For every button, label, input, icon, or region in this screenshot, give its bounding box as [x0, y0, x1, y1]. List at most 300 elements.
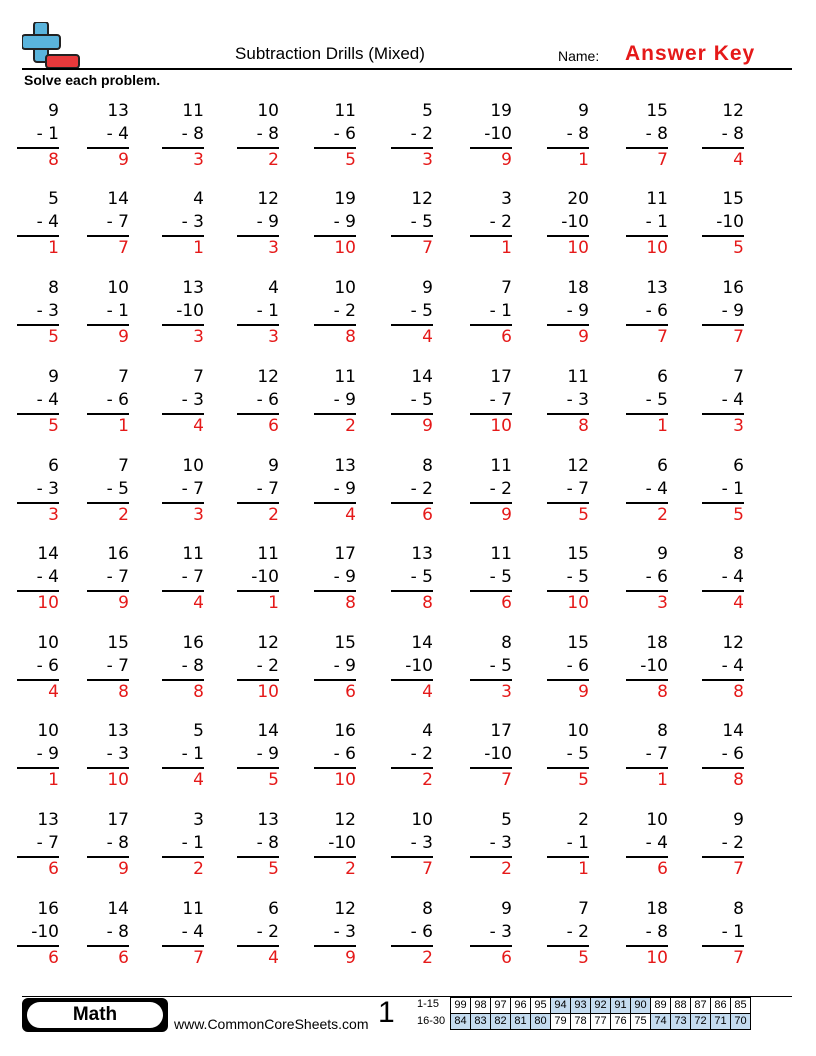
answer: 2	[118, 505, 129, 525]
minuend: 11	[182, 101, 204, 121]
minuend: 8	[733, 899, 744, 919]
subtrahend: - 5	[566, 567, 589, 587]
subtrahend: -10	[31, 922, 59, 942]
minuend: 9	[657, 544, 668, 564]
minuend: 11	[334, 367, 356, 387]
minuend: 10	[257, 101, 279, 121]
score-cell: 80	[531, 1014, 551, 1030]
problem	[237, 809, 279, 880]
problem	[17, 632, 59, 703]
answer: 2	[501, 859, 512, 879]
problem	[17, 366, 59, 437]
minuend: 9	[422, 278, 433, 298]
subtrahend: - 6	[645, 567, 668, 587]
minuend: 12	[722, 101, 744, 121]
minuend: 20	[567, 189, 589, 209]
minuend: 5	[193, 721, 204, 741]
answer: 3	[48, 505, 59, 525]
answer-key-label: Answer Key	[625, 42, 756, 65]
subtrahend: - 2	[721, 833, 744, 853]
minuend: 14	[37, 544, 59, 564]
problem	[547, 632, 589, 703]
problem	[547, 366, 589, 437]
problem	[162, 455, 204, 526]
minuend: 8	[657, 721, 668, 741]
answer: 10	[334, 238, 356, 258]
problem	[470, 366, 512, 437]
problem	[626, 898, 668, 969]
problem	[626, 100, 668, 171]
answer: 1	[657, 770, 668, 790]
answer: 6	[657, 859, 668, 879]
score-cell: 75	[631, 1014, 651, 1030]
answer: 2	[193, 859, 204, 879]
subject-label: Math	[27, 1002, 163, 1028]
subtrahend: - 6	[333, 744, 356, 764]
minuend: 11	[567, 367, 589, 387]
problem	[626, 366, 668, 437]
minuend: 9	[501, 899, 512, 919]
subtrahend: - 6	[256, 390, 279, 410]
minuend: 15	[567, 544, 589, 564]
answer: 5	[268, 770, 279, 790]
answer: 7	[422, 859, 433, 879]
problem	[237, 188, 279, 259]
problem	[237, 455, 279, 526]
minuend: 14	[411, 633, 433, 653]
answer: 4	[48, 682, 59, 702]
subtrahend: -10	[561, 212, 589, 232]
answer: 1	[193, 238, 204, 258]
subtrahend: - 4	[181, 922, 204, 942]
subtrahend: - 8	[181, 656, 204, 676]
score-cell: 87	[691, 998, 711, 1014]
subtrahend: - 4	[645, 833, 668, 853]
score-cell: 96	[511, 998, 531, 1014]
answer: 7	[422, 238, 433, 258]
answer: 3	[422, 150, 433, 170]
subtrahend: - 5	[489, 656, 512, 676]
problem	[314, 455, 356, 526]
answer: 1	[578, 150, 589, 170]
subtrahend: - 4	[721, 567, 744, 587]
minuend: 10	[107, 278, 129, 298]
subtrahend: -10	[176, 301, 204, 321]
minuend: 4	[422, 721, 433, 741]
answer: 6	[501, 948, 512, 968]
subtrahend: - 1	[566, 833, 589, 853]
problem	[470, 898, 512, 969]
problem	[547, 898, 589, 969]
website-text: www.CommonCoreSheets.com	[174, 1016, 369, 1032]
instructions: Solve each problem.	[24, 72, 161, 88]
problem	[87, 277, 129, 348]
problem	[87, 366, 129, 437]
problem	[87, 632, 129, 703]
answer: 9	[501, 150, 512, 170]
answer: 5	[48, 327, 59, 347]
answer: 8	[578, 416, 589, 436]
minuend: 13	[37, 810, 59, 830]
minuend: 14	[107, 189, 129, 209]
subtrahend: - 4	[106, 124, 129, 144]
subtrahend: - 1	[106, 301, 129, 321]
subtrahend: - 7	[106, 212, 129, 232]
problem	[162, 632, 204, 703]
minuend: 17	[107, 810, 129, 830]
problem	[391, 366, 433, 437]
subtrahend: - 4	[645, 479, 668, 499]
minuend: 11	[182, 899, 204, 919]
problem	[17, 543, 59, 614]
problem	[314, 898, 356, 969]
answer: 3	[501, 682, 512, 702]
score-row	[451, 998, 751, 1014]
minuend: 13	[107, 101, 129, 121]
minuend: 12	[722, 633, 744, 653]
problem	[391, 720, 433, 791]
problem	[314, 543, 356, 614]
minuend: 17	[490, 367, 512, 387]
score-cell: 71	[711, 1014, 731, 1030]
minuend: 5	[501, 810, 512, 830]
subtrahend: - 2	[410, 479, 433, 499]
problem	[314, 720, 356, 791]
answer: 4	[733, 150, 744, 170]
problem	[314, 100, 356, 171]
subtrahend: - 9	[333, 212, 356, 232]
subtrahend: - 8	[256, 833, 279, 853]
answer: 2	[345, 859, 356, 879]
answer: 7	[657, 327, 668, 347]
minuend: 9	[268, 456, 279, 476]
problem	[626, 809, 668, 880]
minuend: 12	[257, 189, 279, 209]
problem	[17, 898, 59, 969]
problem	[626, 720, 668, 791]
subtrahend: - 3	[106, 744, 129, 764]
problem	[237, 366, 279, 437]
problem	[547, 809, 589, 880]
answer: 3	[193, 150, 204, 170]
minuend: 12	[567, 456, 589, 476]
answer: 6	[422, 505, 433, 525]
problem	[702, 455, 744, 526]
minuend: 14	[257, 721, 279, 741]
subtrahend: -10	[484, 124, 512, 144]
answer: 6	[268, 416, 279, 436]
subtrahend: - 1	[181, 744, 204, 764]
subtrahend: - 6	[410, 922, 433, 942]
subtrahend: - 3	[410, 833, 433, 853]
minuend: 17	[334, 544, 356, 564]
score-cell: 88	[671, 998, 691, 1014]
score-cell: 83	[471, 1014, 491, 1030]
problem	[702, 100, 744, 171]
minuend: 14	[722, 721, 744, 741]
subtrahend: - 3	[489, 833, 512, 853]
minuend: 11	[490, 544, 512, 564]
answer: 1	[118, 416, 129, 436]
minuend: 7	[501, 278, 512, 298]
score-cell: 76	[611, 1014, 631, 1030]
problem	[391, 809, 433, 880]
answer: 9	[118, 859, 129, 879]
score-cell: 94	[551, 998, 571, 1014]
problem	[470, 809, 512, 880]
subtrahend: - 6	[566, 656, 589, 676]
subtrahend: - 9	[333, 656, 356, 676]
answer: 5	[578, 948, 589, 968]
minuend: 5	[422, 101, 433, 121]
subtrahend: -10	[716, 212, 744, 232]
problem	[314, 277, 356, 348]
answer: 1	[48, 770, 59, 790]
subtrahend: - 4	[36, 390, 59, 410]
problem	[470, 100, 512, 171]
minuend: 7	[118, 367, 129, 387]
answer: 2	[345, 416, 356, 436]
minuend: 3	[193, 810, 204, 830]
problem	[87, 809, 129, 880]
score-cell: 78	[571, 1014, 591, 1030]
answer: 4	[193, 416, 204, 436]
minuend: 9	[733, 810, 744, 830]
problem	[547, 543, 589, 614]
problem	[162, 809, 204, 880]
minuend: 9	[48, 367, 59, 387]
subtrahend: - 7	[489, 390, 512, 410]
subtrahend: - 5	[410, 567, 433, 587]
problem	[162, 543, 204, 614]
answer: 1	[48, 238, 59, 258]
score-cell: 89	[651, 998, 671, 1014]
answer: 9	[118, 593, 129, 613]
answer: 8	[345, 327, 356, 347]
answer: 5	[578, 770, 589, 790]
minuend: 10	[646, 810, 668, 830]
problem	[162, 366, 204, 437]
minuend: 16	[182, 633, 204, 653]
problem	[237, 100, 279, 171]
answer: 1	[578, 859, 589, 879]
minuend: 14	[411, 367, 433, 387]
minuend: 10	[334, 278, 356, 298]
answer: 9	[345, 948, 356, 968]
answer: 3	[268, 238, 279, 258]
subtrahend: - 1	[721, 479, 744, 499]
score-cell: 82	[491, 1014, 511, 1030]
answer: 5	[345, 150, 356, 170]
subtrahend: - 8	[256, 124, 279, 144]
subtrahend: - 1	[721, 922, 744, 942]
minuend: 8	[422, 899, 433, 919]
minuend: 9	[48, 101, 59, 121]
score-cell: 81	[511, 1014, 531, 1030]
minuend: 4	[193, 189, 204, 209]
minuend: 15	[722, 189, 744, 209]
subtrahend: - 7	[36, 833, 59, 853]
problem	[162, 188, 204, 259]
answer: 10	[334, 770, 356, 790]
problem	[237, 543, 279, 614]
subtrahend: - 7	[106, 567, 129, 587]
problem	[702, 366, 744, 437]
score-cell: 77	[591, 1014, 611, 1030]
subtrahend: - 2	[410, 124, 433, 144]
answer: 4	[268, 948, 279, 968]
problem	[314, 809, 356, 880]
subtrahend: - 5	[410, 301, 433, 321]
subtrahend: - 3	[181, 390, 204, 410]
answer: 8	[733, 770, 744, 790]
problem	[162, 720, 204, 791]
name-label: Name:	[558, 48, 600, 64]
score-range-label: 16-30	[417, 1015, 446, 1027]
answer: 9	[118, 327, 129, 347]
answer: 8	[657, 682, 668, 702]
subtrahend: - 5	[645, 390, 668, 410]
minuend: 5	[48, 189, 59, 209]
minuend: 4	[268, 278, 279, 298]
answer: 6	[501, 593, 512, 613]
subtrahend: - 7	[106, 656, 129, 676]
answer: 7	[501, 770, 512, 790]
answer: 9	[501, 505, 512, 525]
subtrahend: - 8	[566, 124, 589, 144]
answer: 10	[567, 593, 589, 613]
problem	[702, 188, 744, 259]
problem	[17, 720, 59, 791]
problem	[702, 277, 744, 348]
subtrahend: - 6	[36, 656, 59, 676]
minuend: 15	[107, 633, 129, 653]
answer: 7	[733, 948, 744, 968]
minuend: 6	[733, 456, 744, 476]
problem	[87, 188, 129, 259]
subtrahend: - 3	[566, 390, 589, 410]
problem	[470, 543, 512, 614]
subtrahend: -10	[484, 744, 512, 764]
subtrahend: - 2	[256, 656, 279, 676]
answer: 1	[657, 416, 668, 436]
score-cell: 85	[731, 998, 751, 1014]
page-title: Subtraction Drills (Mixed)	[235, 44, 425, 63]
score-cell: 70	[731, 1014, 751, 1030]
subtrahend: - 9	[333, 479, 356, 499]
problem	[391, 188, 433, 259]
answer: 9	[578, 682, 589, 702]
subtrahend: -10	[405, 656, 433, 676]
subtrahend: - 5	[410, 390, 433, 410]
minuend: 13	[646, 278, 668, 298]
answer: 6	[48, 859, 59, 879]
score-cell: 98	[471, 998, 491, 1014]
problem	[626, 632, 668, 703]
minuend: 12	[334, 810, 356, 830]
answer: 8	[193, 682, 204, 702]
subtrahend: - 7	[645, 744, 668, 764]
minuend: 7	[578, 899, 589, 919]
minuend: 11	[334, 101, 356, 121]
minuend: 13	[334, 456, 356, 476]
answer: 1	[268, 593, 279, 613]
page-number: 1	[378, 996, 395, 1029]
score-cell: 84	[451, 1014, 471, 1030]
minuend: 6	[268, 899, 279, 919]
problem	[87, 720, 129, 791]
subtrahend: - 3	[181, 212, 204, 232]
problem	[17, 188, 59, 259]
problem	[702, 632, 744, 703]
subtrahend: - 9	[333, 390, 356, 410]
minuend: 6	[657, 367, 668, 387]
problem	[547, 100, 589, 171]
minuend: 14	[107, 899, 129, 919]
answer: 8	[345, 593, 356, 613]
score-table	[450, 997, 751, 1030]
subtrahend: - 3	[36, 479, 59, 499]
problem	[391, 100, 433, 171]
problem	[17, 809, 59, 880]
subtrahend: - 9	[721, 301, 744, 321]
minuend: 8	[501, 633, 512, 653]
subtrahend: - 1	[256, 301, 279, 321]
minuend: 16	[722, 278, 744, 298]
answer: 9	[118, 150, 129, 170]
answer: 8	[422, 593, 433, 613]
subtrahend: - 8	[645, 124, 668, 144]
answer: 4	[193, 770, 204, 790]
minuend: 15	[567, 633, 589, 653]
problem	[87, 543, 129, 614]
answer: 7	[118, 238, 129, 258]
problem	[314, 632, 356, 703]
answer: 10	[646, 948, 668, 968]
problem	[470, 720, 512, 791]
score-cell: 86	[711, 998, 731, 1014]
problem	[314, 188, 356, 259]
answer: 3	[193, 327, 204, 347]
problem	[237, 898, 279, 969]
answer: 7	[657, 150, 668, 170]
answer: 10	[490, 416, 512, 436]
problem	[17, 455, 59, 526]
problem	[626, 277, 668, 348]
subtrahend: - 8	[721, 124, 744, 144]
subtrahend: - 5	[566, 744, 589, 764]
score-cell: 92	[591, 998, 611, 1014]
answer: 9	[422, 416, 433, 436]
answer: 5	[268, 859, 279, 879]
problem	[391, 455, 433, 526]
subtrahend: - 2	[566, 922, 589, 942]
score-cell: 99	[451, 998, 471, 1014]
subtrahend: - 8	[106, 833, 129, 853]
problem	[237, 277, 279, 348]
subtrahend: - 1	[181, 833, 204, 853]
problem	[87, 100, 129, 171]
minuend: 16	[37, 899, 59, 919]
problem	[391, 632, 433, 703]
problem	[702, 720, 744, 791]
answer: 4	[422, 327, 433, 347]
answer: 10	[257, 682, 279, 702]
minuend: 13	[257, 810, 279, 830]
score-cell: 91	[611, 998, 631, 1014]
subtrahend: - 4	[36, 567, 59, 587]
problem	[314, 366, 356, 437]
